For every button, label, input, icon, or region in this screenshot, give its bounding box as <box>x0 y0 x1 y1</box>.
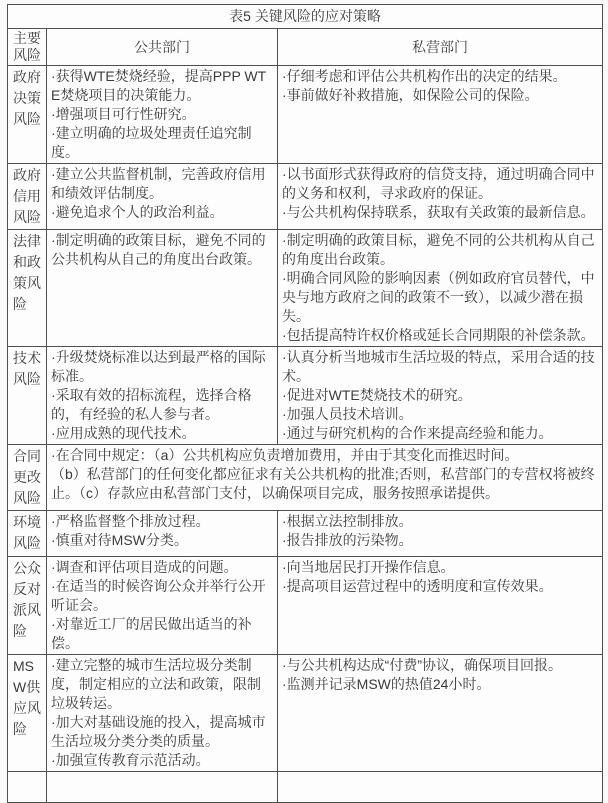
table-header-row <box>8 29 603 66</box>
table-row <box>8 66 603 164</box>
bullet-item: ·避免追求个人的政治利益。 <box>51 204 224 220</box>
public-strategy-cell <box>47 511 278 557</box>
table-title: 表5 关键风险的应对策略 <box>8 5 603 29</box>
bullet-item: ·制定明确的政策目标，避免不同的公共机构从自己的角度出台政策。 <box>282 232 595 267</box>
table-row <box>8 164 603 230</box>
table-row <box>8 347 603 445</box>
bullet-item: ·向当地居民打开操作信息。 <box>282 559 455 575</box>
public-strategy-cell <box>47 164 278 230</box>
table-title-row <box>8 5 603 29</box>
risk-label-cell: 政府信用风险 <box>8 164 47 230</box>
column-header-risk: 主要风险 <box>8 29 47 66</box>
bullet-item: ·获得WTE焚烧经验，提高PPP WTE焚烧项目的决策能力。 <box>51 68 267 103</box>
private-strategy-cell <box>278 655 603 772</box>
bullet-item: ·加强宣传教育示范活动。 <box>51 752 210 768</box>
public-strategy-cell <box>47 772 278 803</box>
column-header-public: 公共部门 <box>47 29 278 66</box>
risk-label-cell: 公众反对派风险 <box>8 557 47 655</box>
bullet-item: ·慎重对待MSW分类。 <box>51 532 188 548</box>
private-strategy-cell <box>278 347 603 445</box>
public-strategy-cell <box>47 557 278 655</box>
bullet-item: ·促进对WTE焚烧技术的研究。 <box>282 387 472 403</box>
private-strategy-cell <box>278 772 603 803</box>
private-strategy-cell <box>278 557 603 655</box>
bullet-item: ·应用成熟的现代技术。 <box>51 425 196 441</box>
risk-label-cell: 合同更改风险 <box>8 445 47 511</box>
column-header-private: 私营部门 <box>278 29 603 66</box>
bullet-item: ·提高项目运营过程中的透明度和宣传效果。 <box>282 578 553 594</box>
bullet-item: ·加强人员技术培训。 <box>282 406 413 422</box>
bullet-item: ·与公共机构达成“付费”协议，确保项目回报。 <box>282 657 562 673</box>
risk-table-body <box>8 5 603 803</box>
table-row <box>8 230 603 347</box>
bullet-item: ·与公共机构保持联系，获取有关政策的最新信息。 <box>282 204 595 220</box>
public-strategy-cell <box>47 655 278 772</box>
partial-clipped-row <box>8 772 603 803</box>
private-strategy-cell <box>278 511 603 557</box>
bullet-item: ·根据立法控制排放。 <box>282 513 413 529</box>
bullet-item: ·监测并记录MSW的热值24小时。 <box>282 676 491 692</box>
risk-label-cell: 法律和政策风险 <box>8 230 47 347</box>
risk-label-cell <box>8 772 47 803</box>
bullet-item: ·事前做好补救措施，如保险公司的保险。 <box>282 87 539 103</box>
risk-label-cell: 技术风险 <box>8 347 47 445</box>
bullet-item: ·在合同中规定：（a）公共机构应负责增加费用，并由于其变化而推迟时间。 <box>51 447 519 463</box>
bullet-item: ·仔细考虑和评估公共机构作出的决定的结果。 <box>282 68 567 84</box>
table-row <box>8 557 603 655</box>
bullet-item: ·包括提高特许权价格或延长合同期限的补偿条款。 <box>282 327 595 343</box>
bullet-item: ·采取有效的招标流程，选择合格的，有经验的私人参与者。 <box>51 387 252 422</box>
bullet-item: ·在适当的时候咨询公众并举行公开听证会。 <box>51 578 266 613</box>
bullet-item: ·通过与研究机构的合作来提高经验和能力。 <box>282 425 553 441</box>
private-strategy-cell <box>278 66 603 164</box>
risk-strategy-table <box>7 4 603 803</box>
bullet-item: ·增强项目可行性研究。 <box>51 106 196 122</box>
table-row <box>8 655 603 772</box>
table-row <box>8 445 603 511</box>
risk-label-cell: 环境风险 <box>8 511 47 557</box>
bullet-item: ·认真分析当地城市生活垃圾的特点，采用合适的技术。 <box>282 349 595 384</box>
bullet-item: ·建立公共监督机制，完善政府信用和绩效评估制度。 <box>51 166 266 201</box>
private-strategy-cell <box>278 230 603 347</box>
bullet-item: ·以书面形式获得政府的信贷支持，通过明确合同中的义务和权利，寻求政府的保证。 <box>282 166 595 201</box>
bullet-item: ·报告排放的污染物。 <box>282 532 413 548</box>
bullet-item: ·建立明确的垃圾处理责任追究制度。 <box>51 125 252 160</box>
merged-strategy-cell <box>47 445 603 511</box>
public-strategy-cell <box>47 230 278 347</box>
bullet-item: （b）私营部门的任何变化都应征求有关公共机构的批准;否则，私营部门的专营权将被终止。（c）存款应由私营部门支付，以确保项目完成，服务按照承诺提供。 <box>51 466 595 501</box>
bullet-item: ·明确合同风险的影响因素（例如政府官员替代，中央与地方政府之间的政策不一致），以减少潜在损失。 <box>282 270 595 324</box>
private-strategy-cell <box>278 164 603 230</box>
bullet-item: ·制定明确的政策目标，避免不同的公共机构从自己的角度出台政策。 <box>51 232 266 267</box>
bullet-item: ·建立完整的城市生活垃圾分类制度，制定相应的立法和政策，限制垃圾转运。 <box>51 657 261 711</box>
table-row <box>8 511 603 557</box>
bullet-item: ·调查和评估项目造成的问题。 <box>51 559 238 575</box>
bullet-item: ·严格监督整个排放过程。 <box>51 513 210 529</box>
bullet-item: ·对靠近工厂的居民做出适当的补偿。 <box>51 616 252 651</box>
public-strategy-cell <box>47 66 278 164</box>
risk-label-cell: 政府决策风险 <box>8 66 47 164</box>
risk-label-cell: MSW供应风险 <box>8 655 47 772</box>
bullet-item: ·加大对基础设施的投入，提高城市生活垃圾分类分类的质量。 <box>51 714 266 749</box>
bullet-item: ·升级焚烧标准以达到最严格的国际标准。 <box>51 349 266 384</box>
public-strategy-cell <box>47 347 278 445</box>
